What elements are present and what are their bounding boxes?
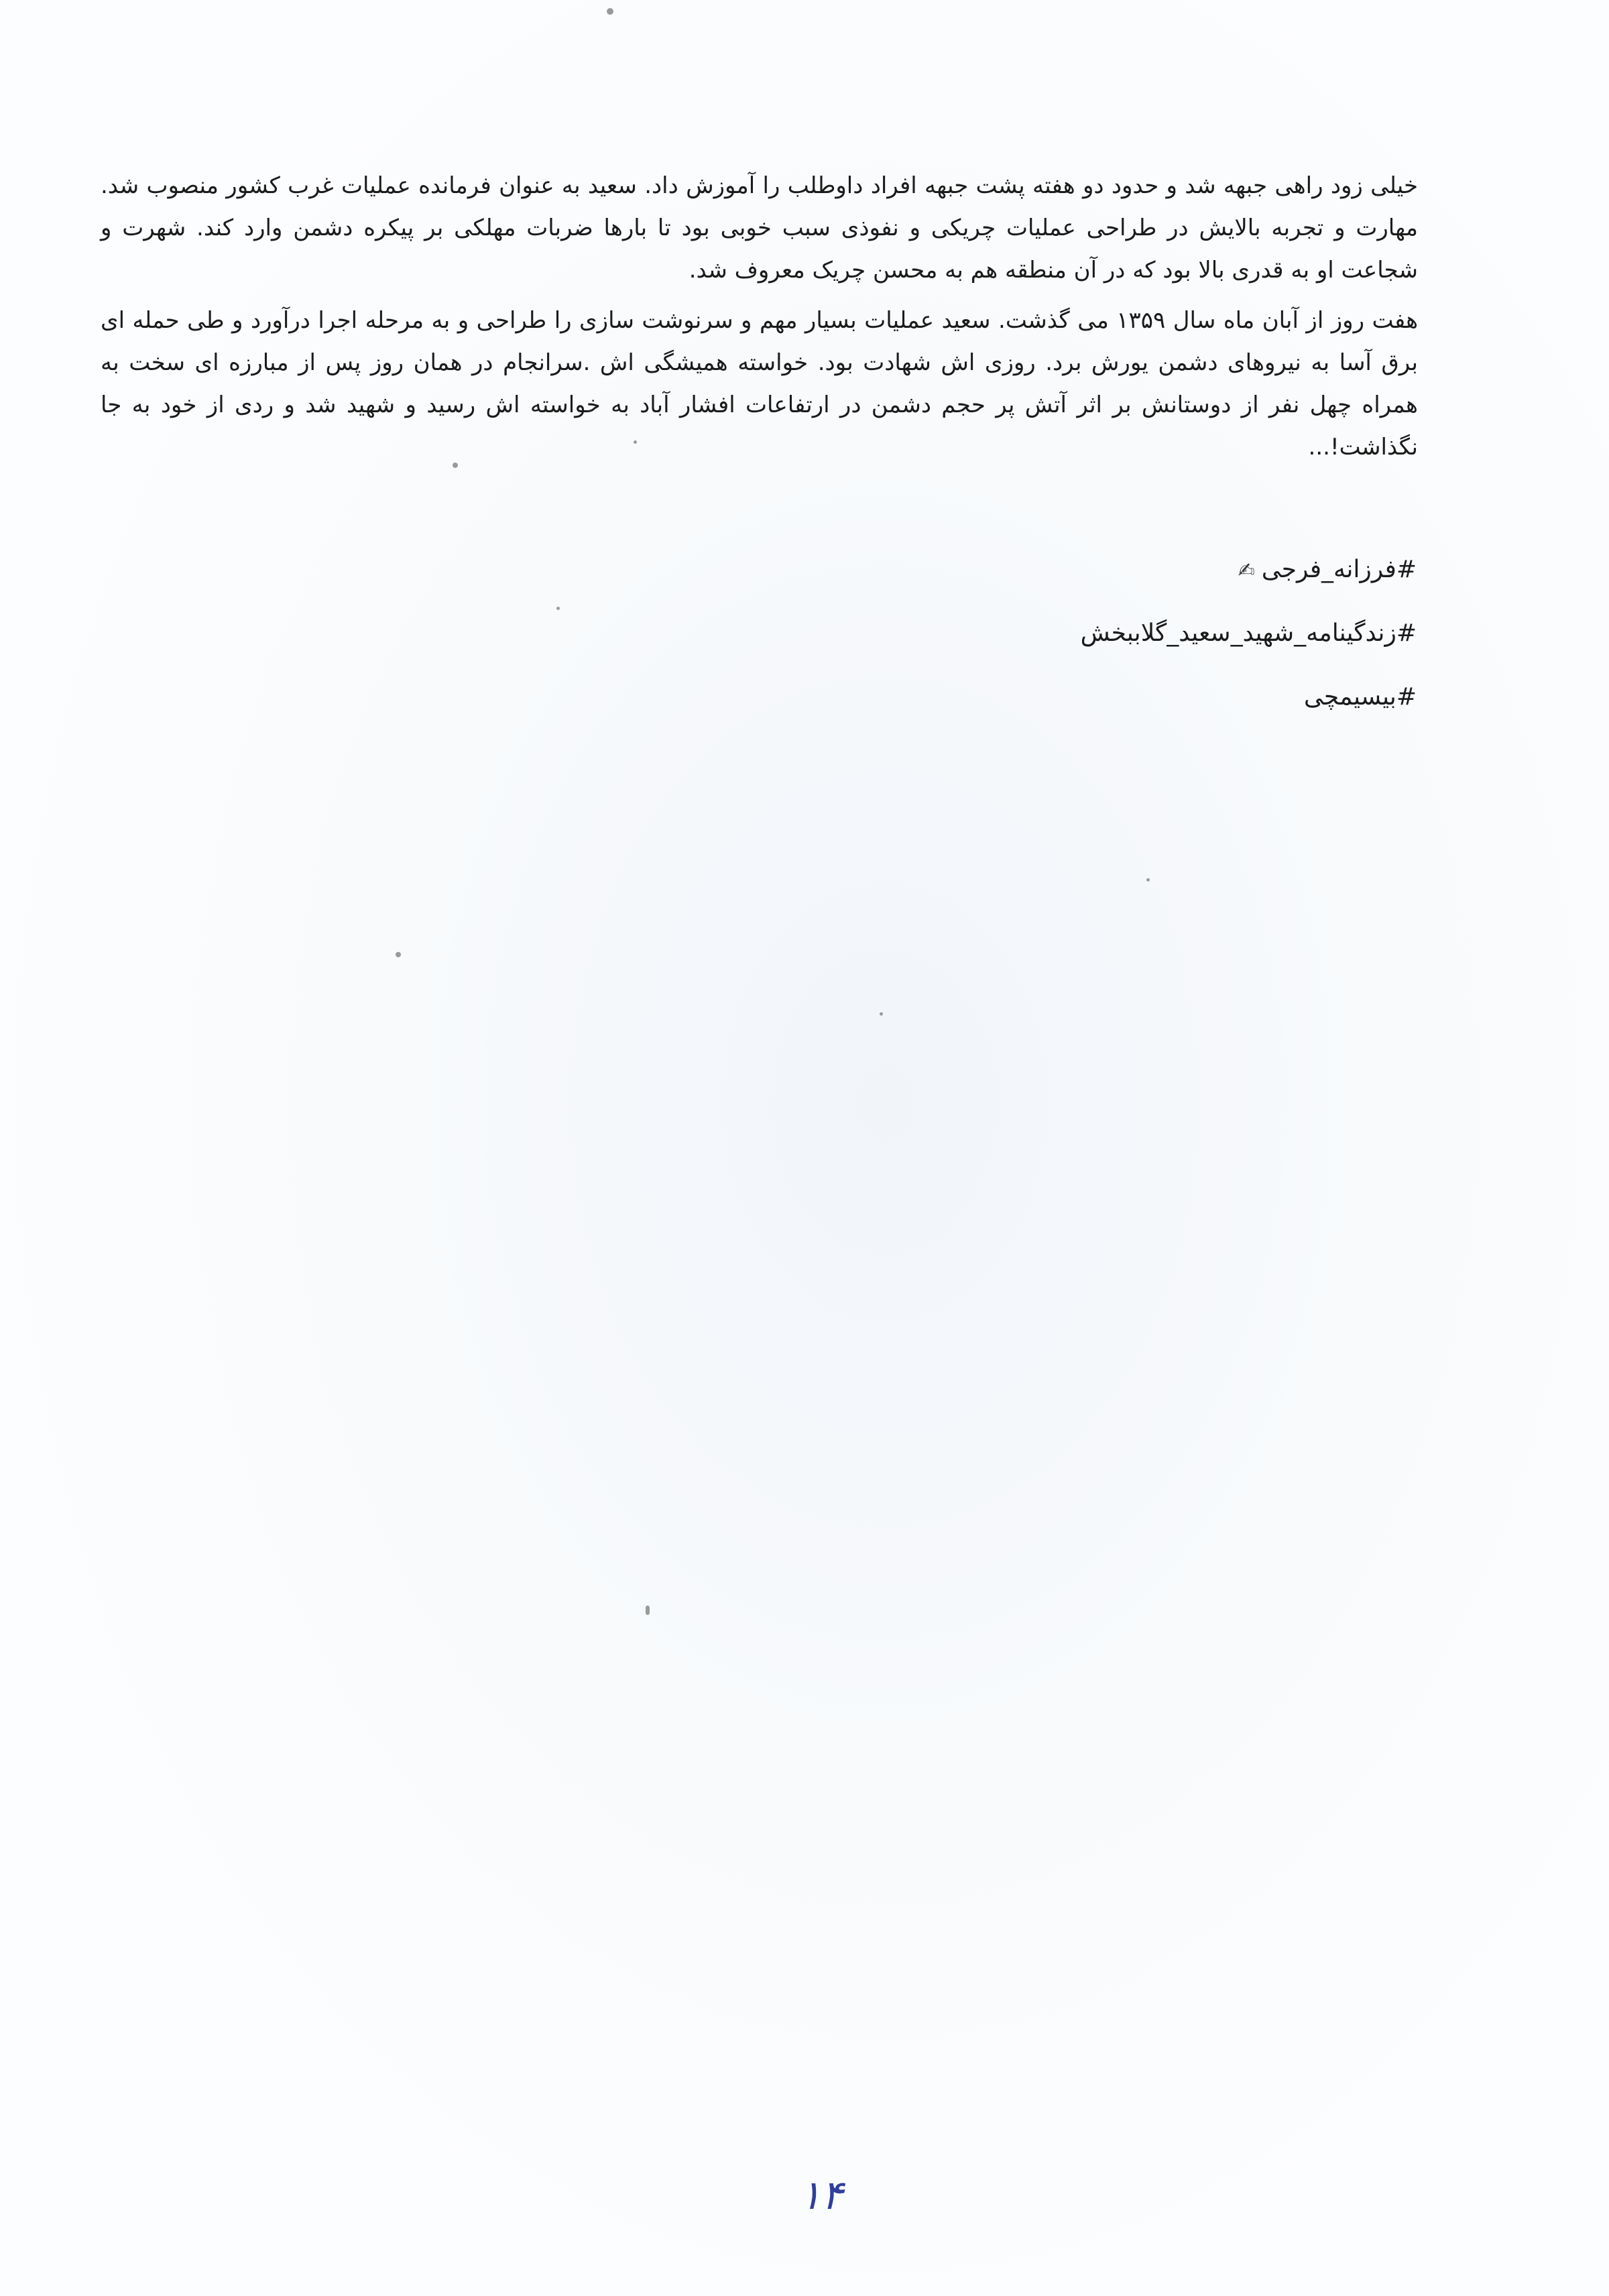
scan-speck xyxy=(1146,878,1150,882)
scan-speck xyxy=(453,463,458,468)
document-body xyxy=(101,165,1418,469)
hashtag-text: #بیسیمچی xyxy=(1303,683,1417,711)
page-number: ۱۴ xyxy=(799,2172,843,2219)
hashtag-radio-operator xyxy=(670,677,1417,741)
scan-speck xyxy=(880,1012,883,1016)
paragraph: هفت روز از آبان ماه سال ۱۳۵۹ می گذشت. سعید عملیات بسیار مهم و سرنوشت سازی را طراحی و به مرحله اجرا درآورد و طی حمله ای برق آسا به نیروهای دشمن یورش برد. روزی اش شهادت بود. خواسته همیشگی اش .سرانجام در همان روز پس از مبارزه ای سخت به همراه چهل نفر از دوستانش بر اثر آتش پر حجم دشمن در ارتفاعات افشار آباد به خواسته اش رسید و شهید شد و ردی از خود به جا نگذاشت!... xyxy=(101,307,1419,461)
paragraph: خیلی زود راهی جبهه شد و حدود دو هفته پشت جبهه افراد داوطلب را آموزش داد. سعید به عنوان فرمانده عملیات غرب کشور منصوب شد. مهارت و تجربه بالایش در طراحی عملیات چریکی و نفوذی سبب خوبی بود تا بارها ضربات مهلکی بر پیکره دشمن وارد کند. شهرت و شجاعت او به قدری بالا بود که در آن منطقه هم به محسن چریک معروف شد. xyxy=(101,172,1418,284)
scan-speck xyxy=(646,1606,650,1615)
hashtag-list xyxy=(670,550,1417,741)
hashtag-text: #فرزانه_فرجی xyxy=(1261,556,1417,583)
hashtag-biography xyxy=(670,613,1417,677)
hashtag-text: #زندگینامه_شهید_سعید_گلاببخش xyxy=(1080,619,1417,647)
writing-hand-icon: ✍ xyxy=(1238,559,1255,583)
scan-speck xyxy=(396,952,401,957)
hashtag-author xyxy=(670,550,1417,613)
scan-speck xyxy=(556,607,560,610)
scan-speck xyxy=(634,440,637,444)
scan-speck xyxy=(607,8,613,15)
